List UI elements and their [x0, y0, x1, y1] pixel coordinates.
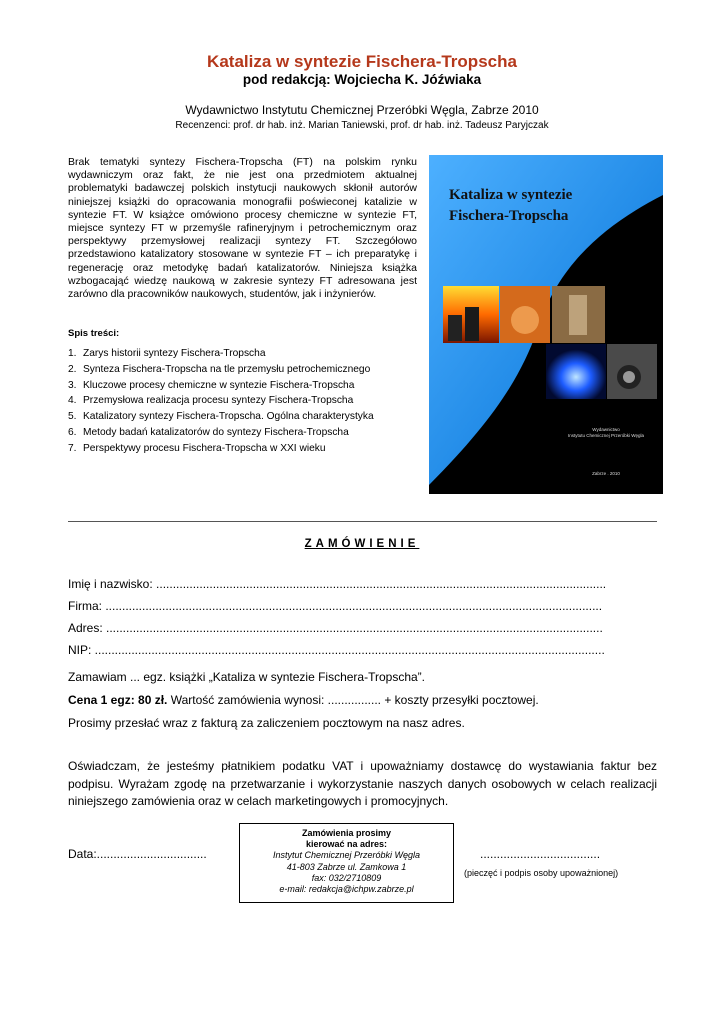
publisher-line: Wydawnictwo Instytutu Chemicznej Przeróbki Węgla, Zabrze 2010: [185, 103, 539, 117]
order-quantity-line[interactable]: Zamawiam ... egz. książki „Kataliza w syntezie Fischera-Tropscha”.: [68, 670, 425, 684]
toc-item: 3. Kluczowe procesy chemiczne w syntezie Fischera-Tropscha: [68, 379, 355, 391]
name-field[interactable]: Imię i nazwisko: .......................................................................................................................................: [68, 577, 607, 591]
toc-item: 2. Synteza Fischera-Tropscha na tle przemysłu petrochemicznego: [68, 363, 371, 375]
book-cover-image: [429, 155, 663, 494]
address-box-heading: Zamówienia prosimy: [301, 828, 392, 838]
cover-title: Kataliza w syntezie Fischera-Tropscha: [449, 187, 573, 224]
address-field[interactable]: Adres: .....................................................................................................................................................: [68, 621, 603, 635]
price-line: [68, 693, 539, 707]
price-label: Cena 1 egz: 80 zł.: [68, 693, 168, 707]
company-field[interactable]: Firma: .....................................................................................................................................................: [68, 599, 603, 613]
institute-name: Instytut Chemicznej Przeróbki Węgla: [272, 850, 421, 861]
book-title: Kataliza w syntezie Fischera-Tropscha: [207, 52, 517, 71]
cover-publisher: Wydawnictwo Instytutu Chemicznej Przeróbki Węgla: [567, 427, 645, 438]
section-divider: [68, 521, 657, 522]
toc-item: 7. Perspektywy procesu Fischera-Tropscha w XXI wieku: [68, 442, 326, 454]
signature-field[interactable]: ....................................: [480, 847, 601, 861]
invoice-line: Prosimy przesłać wraz z fakturą za zaliczeniem pocztowym na nasz adres.: [68, 716, 465, 730]
cover-year: Zabrze . 2010: [592, 471, 620, 476]
signature-caption: (pieczęć i podpis osoby upoważnionej): [464, 868, 619, 878]
reviewers-line: Recenzenci: prof. dr hab. inż. Marian Taniewski, prof. dr hab. inż. Tadeusz Paryjczak: [175, 120, 549, 131]
toc-item: 4. Przemysłowa realizacja procesu syntezy Fischera-Tropscha: [68, 395, 354, 407]
address-box: Zamówienia prosimy kierować na adres: Instytut Chemicznej Przeróbki Węgla 41-803 Zabrze ul. Zamkowa 1 fax: 032/2710809 e-mail: redakcja@ichpw.zabrze.pl: [239, 823, 454, 903]
book-editor: pod redakcją: Wojciecha K. Jóźwiaka: [242, 72, 482, 87]
order-value-text[interactable]: Wartość zamówienia wynosi: ................ + koszty przesyłki pocztowej.: [167, 693, 539, 707]
toc-heading: Spis treści:: [68, 328, 120, 339]
vat-declaration: Oświadczam, że jesteśmy płatnikiem podatku VAT i upoważniamy dostawcę do wystawiania faktur bez podpisu. Wyrażam zgodę na przetwarzanie i wykorzystanie naszych danych osobowych w celach realizacji niniejszego zamówienia oraz w celach marketingowych i promocyjnych.: [68, 759, 657, 808]
toc-list: [68, 346, 418, 457]
institute-fax: fax: 032/2710809: [311, 872, 382, 883]
order-heading: ZAMÓWIENIE: [304, 538, 420, 550]
book-description: Brak tematyki syntezy Fischera-Tropscha (FT) na polskim rynku wydawniczym oraz fakt, że nie jest ona przedmiotem aktualnej problematyki badawczej polskich instytucji naukowych skłonił autorów niniejszej książki do opracowania monografii poświeconej katalizie w syntezie FT. W książce omówiono procesy chemiczne w syntezie FT, miejsce syntezy FT w przemyśle rafineryjnym i petrochemicznym oraz perspektywy przemysłowej realizacji syntezy FT. Szczegółowo przedstawiono katalizatory stosowane w syntezie FT – ich preparatykę i regenerację oraz metodykę badań katalizatorów. Niniejsza książka wzbogacająć wiedzę naukową w zakresie syntezy FT adresowana jest zarówno dla pracowników naukowych, studentów, jak i inżynierów.: [68, 156, 417, 301]
toc-item: 5. Katalizatory syntezy Fischera-Tropscha. Ogólna charakterystyka: [68, 411, 374, 423]
nip-field[interactable]: NIP: .........................................................................................................................................................: [68, 643, 605, 657]
toc-item: 1. Zarys historii syntezy Fischera-Tropscha: [68, 348, 266, 359]
institute-email[interactable]: e-mail: redakcja@ichpw.zabrze.pl: [279, 884, 414, 895]
date-field[interactable]: Data:.................................: [68, 847, 207, 861]
institute-address: 41-803 Zabrze ul. Zamkowa 1: [286, 861, 407, 872]
toc-item: 6. Metody badań katalizatorów do syntezy Fischera-Tropscha: [68, 426, 349, 438]
